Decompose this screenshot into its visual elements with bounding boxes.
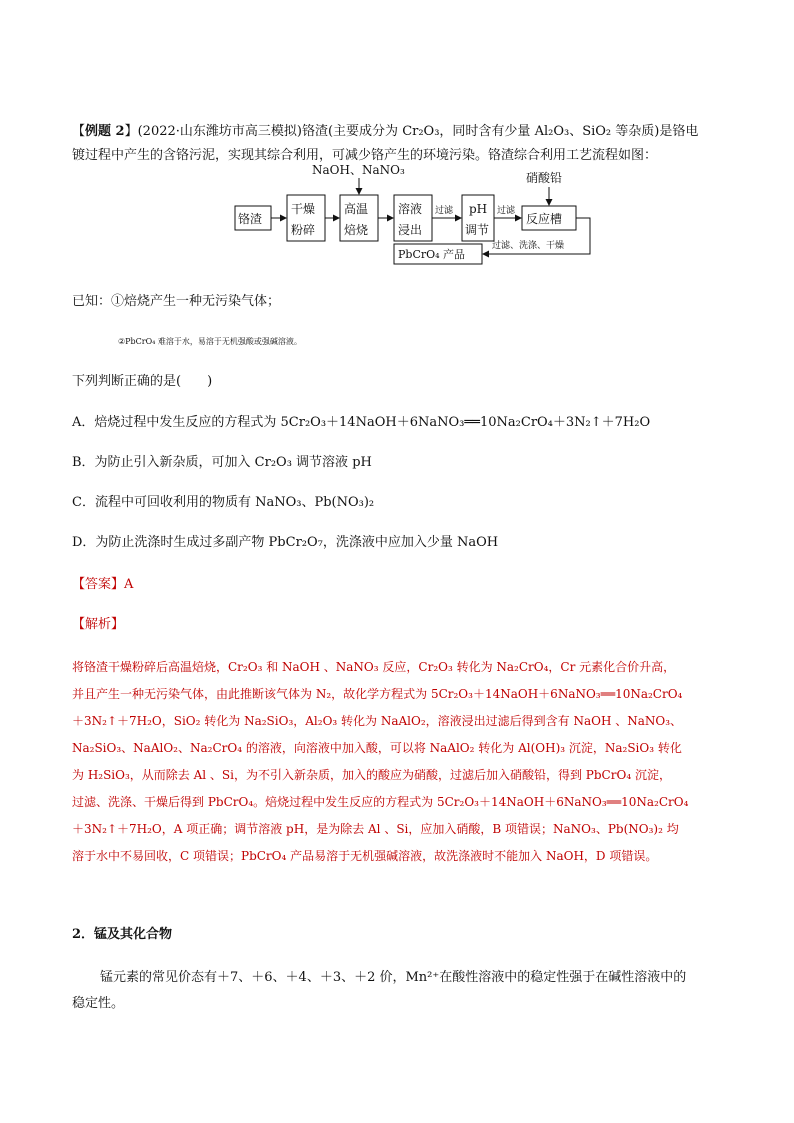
option-d: D．为防止洗涤时生成过多副产物 PbCr₂O₇，洗涤液中应加入少量 NaOH xyxy=(72,535,499,550)
example-bracket-open: 【 xyxy=(72,124,86,139)
box1-label: 铬渣 xyxy=(238,212,263,226)
section2-title: 2．锰及其化合物 xyxy=(72,927,173,942)
box4-l1: 溶液 xyxy=(398,202,423,216)
filter-label-2: 过滤 xyxy=(497,206,516,216)
analysis-title: 【解析】 xyxy=(72,617,125,632)
example-stem-line2: 镀过程中产生的含铬污泥，实现其综合利用，可减少铬产生的环境污染。铬渣综合利用工艺流程如图： xyxy=(72,148,658,163)
reagent-top: NaOH、NaNO₃ xyxy=(312,163,405,177)
example-stem-line1 xyxy=(72,122,732,142)
process-flowchart xyxy=(230,160,600,270)
answer: 【答案】A xyxy=(72,577,134,592)
analysis-line-6: 过滤、洗涤、干燥后得到 PbCrO₄。焙烧过程中发生反应的方程式为 5Cr₂O₃＋14NaOH＋6NaNO₃══10Na₂CrO₄ xyxy=(72,795,689,809)
analysis-line-7: ＋3N₂↑＋7H₂O，A 项正确；调节溶液 pH，是为除去 Al 、Si，应加入硝酸，B 项错误；NaNO₃、Pb(NO₃)₂ 均 xyxy=(72,822,679,836)
example-bracket-close: 】 xyxy=(124,124,138,139)
box5-l2: 调节 xyxy=(465,223,490,237)
analysis-line-4: Na₂SiO₃、NaAlO₂、Na₂CrO₄ 的溶液，向溶液中加入酸，可以将 NaAlO₂ 转化为 Al(OH)₃ 沉淀，Na₂SiO₃ 转化 xyxy=(72,741,682,755)
box2-l1: 干燥 xyxy=(291,202,316,216)
box2-l2: 粉碎 xyxy=(291,223,316,237)
return-label: 过滤、洗涤、干燥 xyxy=(492,241,565,251)
example-stem-text: 铬渣(主要成分为 Cr₂O₃，同时含有少量 Al₂O₃、SiO₂ 等杂质)是铬电 xyxy=(301,124,699,139)
reagent-right: 硝酸铅 xyxy=(526,171,563,185)
filter-label-1: 过滤 xyxy=(435,206,454,216)
option-a: A．焙烧过程中发生反应的方程式为 5Cr₂O₃＋14NaOH＋6NaNO₃══10Na₂CrO₄＋3N₂↑＋7H₂O xyxy=(72,415,651,430)
option-c: C．流程中可回收利用的物质有 NaNO₃、Pb(NO₃)₂ xyxy=(72,495,375,510)
analysis-line-1: 将铬渣干燥粉碎后高温焙烧，Cr₂O₃ 和 NaOH 、NaNO₃ 反应，Cr₂O₃ 转化为 Na₂CrO₄，Cr 元素化合价升高， xyxy=(72,660,676,674)
option-b: B．为防止引入新杂质，可加入 Cr₂O₃ 调节溶液 pH xyxy=(72,455,372,470)
analysis-line-2: 并且产生一种无污染气体，由此推断该气体为 N₂，故化学方程式为 5Cr₂O₃＋14NaOH＋6NaNO₃══10Na₂CrO₄ xyxy=(72,687,683,701)
known-line2: ②PbCrO₄ 难溶于水，易溶于无机强酸或强碱溶液。 xyxy=(118,337,302,346)
box3-l2: 焙烧 xyxy=(344,223,369,237)
analysis-line-5: 为 H₂SiO₃，从而除去 Al 、Si，为不引入新杂质，加入的酸应为硝酸，过滤后加入硝酸铅，得到 PbCrO₄ 沉淀， xyxy=(72,768,671,782)
product-label: PbCrO₄ 产品 xyxy=(398,248,466,261)
box4-l2: 浸出 xyxy=(398,223,423,237)
known-line1: 已知：①焙烧产生一种无污染气体； xyxy=(72,294,281,309)
section2-line1: 锰元素的常见价态有＋7、＋6、＋4、＋3、＋2 价，Mn²⁺在酸性溶液中的稳定性强于在碱性溶液中的 xyxy=(100,970,687,985)
box3-l1: 高温 xyxy=(344,202,369,216)
example-source: (2022·山东潍坊市高三模拟) xyxy=(137,124,302,139)
analysis-line-8: 溶于水中不易回收，C 项错误；PbCrO₄ 产品易溶于无机强碱溶液，故洗涤液时不能加入 NaOH，D 项错误。 xyxy=(72,849,658,863)
analysis-line-3: ＋3N₂↑＋7H₂O，SiO₂ 转化为 Na₂SiO₃，Al₂O₃ 转化为 NaAlO₂，溶液浸出过滤后得到含有 NaOH 、NaNO₃、 xyxy=(72,714,683,728)
box5-l1: pH xyxy=(469,202,488,216)
question-stem: 下列判断正确的是( ) xyxy=(72,374,213,389)
example-label: 例题 2 xyxy=(85,124,125,139)
section2-line2: 稳定性。 xyxy=(72,996,125,1011)
box6-label: 反应槽 xyxy=(526,212,563,226)
